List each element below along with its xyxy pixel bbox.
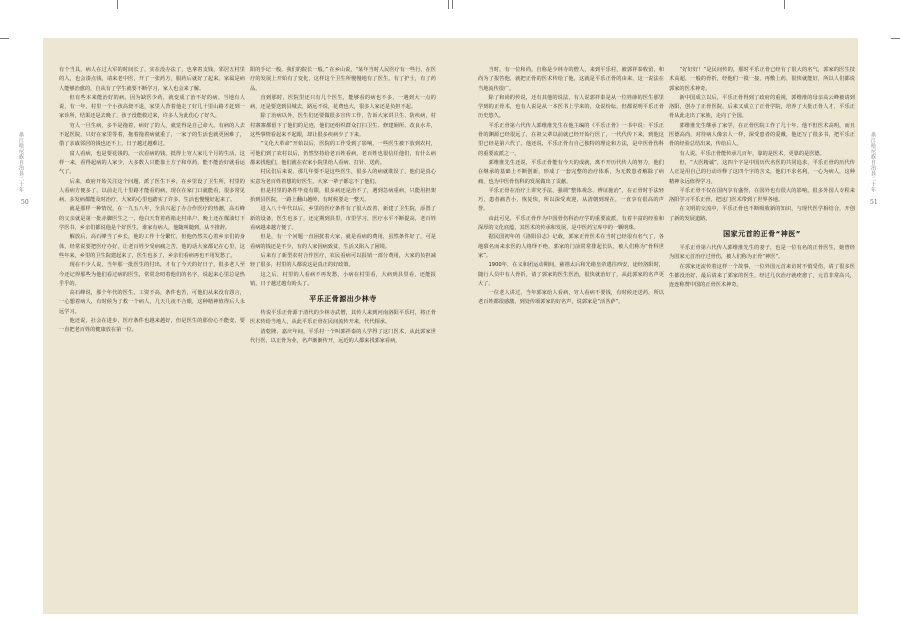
paragraph: 在文明的交流中，平乐正骨也不断吸收新的知识，与现代医学相结合，开创了新的发展道路。 (669, 206, 855, 222)
crop-mark (448, 0, 449, 9)
paragraph: 在郭家还流传着这样一个故事，一位外国元首来访时不慎受伤，请了很多医生都没治好，最后请来了郭家的医生，经过几次治疗就痊愈了，元首非常高兴，连连称赞中国的正骨医术神奇。 (669, 263, 855, 289)
running-head-left: 墨江哈尼族自治县二十年 (18, 132, 24, 193)
paragraph: 这之后，村里的人看病不再发愁，小病在村里看，大病到县里看，还能报销，日子越过越有盼头了。 (250, 271, 436, 287)
paragraph: 进入八十年代以后，乡里的医疗条件有了很大改善，新建了卫生院，添置了新的设备，医生也多了，还定期到县里、市里学习，医疗水平不断提高，老百姓看病越来越方便了。 (250, 206, 436, 232)
paragraph: 阳的手记一般，我们的院长一般。” 在乡山说，“某年当时人民医疗有一些行，在医疗的发展上开始有了变化，这样这个卫生所慢慢地有了医生，有了护士，有了药品。 (250, 67, 436, 92)
paragraph: 1900年，在义和团运动期间，慈禧太后和光绪皇帝逃往西安，途经洛阳时，随行人员中有人骨折，请了郭家的医生医治，很快就治好了，从此郭家的名声更大了。 (478, 262, 664, 287)
paragraph: 平乐正骨在治疗上讲究手法，强调“整体观念、辨证施治”，在正骨时手法轻巧，患者痛苦小，恢复快，所以深受欢迎，从清朝到现在，一直享有很高的声誉。 (478, 187, 664, 213)
paragraph: 但是，有一个问题一直困扰着大家，就是看病的费用，虽然条件好了，可是看病的钱还是不少，有的人家因病致贫，生活又陷入了困境。 (250, 234, 436, 250)
crop-mark (784, 0, 785, 9)
paragraph: 就是那样一种情况，在一九五八年，全县兴起了办合作医疗的热潮，高石峰的父亲就是第一批赤脚医生之一，他白天背着药箱走村串户，晚上还在煤油灯下学医书，乡亲们都说他是个好医生，谁家有病人，他随叫随到，从不推辞。 (59, 206, 245, 232)
paragraph: “文化大革命”开始以后，医院的工作受到了影响，一些医生被下放到农村，可他们到了农村以后，仍然坚持给老百姓看病，老百姓也很信任他们，有什么病都来找他们，他们就在农家小院里给人看病、打针、送药。 (250, 141, 436, 166)
page-number-left: 50 (21, 199, 29, 206)
paragraph: 新中国成立以后，平乐正骨得到了政府的重视，郭维淮的母亲高云峰被请到洛阳，创办了正骨医院，后来又成立了正骨学院，培养了大批正骨人才，平乐正骨从此走出了家族，走向了全国。 (669, 94, 855, 120)
section-title: 国家元首的正骨“神医” (723, 230, 801, 239)
paragraph: 但，“大医精诚”，这四个字是中国历代名医的共同追求，平乐正骨的历代传人正是用自己的行动诠释了这四个字的含义，他们不求名利，一心为病人，这种精神永远值得学习。 (669, 159, 855, 185)
section-title: 平乐正骨源出少林寺 (309, 295, 377, 304)
text-column-2 (250, 66, 436, 586)
running-head-right: 墨江哈尼族自治县二十年 (870, 132, 876, 193)
paragraph: 现在不少人说，当年那一批医生的付出，才有了今天的好日子，很多老人至今还记得那些为他们看过病的医生，常常念叨着他们的名字，说起来心里总是热乎乎的。 (59, 262, 245, 287)
paragraph: 直到那时，医院里还只有几个医生，能够看的病也不多，一遇到大一点的病，还是要送到县城去，路远不说，花费也大，很多人家还是负担不起。 (250, 94, 436, 111)
paragraph: 富人看病，也是要花钱的，一次看病的钱，抵得上穷人家几个月的生活，这样一来，看得起病的人家少，大多数人只能靠土方子和草药，能不能治好就看运气了。 (59, 150, 245, 176)
paragraph: “好好好！”是民间传的，那时平乐正骨已经有了很大的名气，郭家的医生技术高超，一般的骨折，经他们一摸一接，再敷上药，很快就能好，所以人们都说郭家的医术神奇。 (669, 67, 855, 92)
paragraph: 但有些本来能治好的病，因为缺医少药，就变成了治不好的病。当地有人说，有一年，村里一个小孩高烧不退，家里人背着他走了好几十里山路才赶到一家诊所，结果还是去晚了，孩子没能救过来，许多人为此伤心了好久。 (59, 94, 245, 120)
crop-mark (452, 0, 453, 9)
paragraph: 当时，有一位和尚，自称是少林寺的僧人，来到平乐村，被郭祥泰收留，和尚为了报答他，就把正骨的医术传给了他，这就是平乐正骨的由来，这一说法在当地流传很广。 (478, 67, 664, 92)
text-column-4 (669, 66, 855, 586)
crop-mark (0, 38, 9, 39)
paragraph: 解放后，高石峰当了乡长，他的工作十分繁忙，但他仍然关心着乡亲们的身体，经常说要把医疗办好，让老百姓少受病痛之苦，他的话大家都记在心里，这些年来，乡里的卫生院建起来了，医生也多了，乡亲们看病再也不用发愁了。 (59, 234, 245, 259)
paragraph: 平乐正骨不仅在国内享有盛誉，在国外也有很大的影响，很多外国人专程来洛阳学习平乐正骨，把这门医术带到了世界各地。 (669, 187, 855, 204)
page-number-right: 51 (870, 199, 878, 206)
paragraph: 由此可见，平乐正骨作为中国骨伤科治疗学的重要流派，有着丰富的经验和深厚的文化底蕴，其医术的传承和发展，是中医药宝库中的一颗明珠。 (478, 215, 664, 232)
paragraph: 但是村里的条件毕竟有限，很多病还是治不了，遇到急病重病，只能用担架抬到县医院，一路上翻山越岭，有时候要走一整天。 (250, 187, 436, 204)
paragraph: 郭维淮先生继承了家学，在正骨医院工作了几十年，他不但医术高明，而且医德高尚，对待病人像亲人一样，深受患者的爱戴，他还写了很多书，把平乐正骨的经验总结出来，传给后人。 (669, 122, 855, 148)
paragraph: 传说平乐正骨源于清代的少林寺武僧，其传人来到河南洛阳平乐村，将正骨医术传给当地人，从此平乐正骨在民间流传开来，代代相承。 (250, 310, 436, 326)
paragraph: 高石峰说，那个年代的医生，工资不高，条件也苦，可他们从来没有怨言，一心想着病人，有时候为了救一个病人，几天几夜不合眼，这种精神值得后人永远学习。 (59, 290, 245, 315)
paragraph: 他还说，社会在进步，医疗条件也越来越好，但是医生的那份心不能变，要一直把老百姓的健康放在第一位。 (59, 318, 245, 334)
paragraph: 后来有了新型农村合作医疗，农民看病可以报销一部分费用，大家的负担减轻了很多，村里的人都说这是真正的好政策。 (250, 252, 436, 269)
paragraph: 有人说，平乐正骨能传承几百年，靠的是医术，更靠的是医德。 (679, 150, 825, 157)
crop-mark (117, 0, 118, 9)
paragraph: 除了和尚的传说，还有其他的说法，有人说郭祥泰是从一位姓薛的医生那里学到的正骨术，也有人说是从一本医书上学来的，众说纷纭，但都说明平乐正骨历史悠久。 (478, 94, 664, 120)
paragraph: 清乾隆、嘉庆年间，平乐村一个叫郭祥泰的人学得了这门医术，从此郭家世代行医，以正骨为业，名声渐渐传开，远近的人都来找郭家看病。 (250, 328, 436, 345)
paragraph: 平乐正骨第六代传人郭维淮先生在他主编的《平乐正骨》一书中说：平乐正骨的渊源已经很远了，在祖父辈以前就已经开始行医了，一代代传下来，到他这里已经是第六代了。他还说，平乐正骨有自己独特的理论和方法，是中医骨伤科的重要流派之一。 (478, 122, 664, 157)
paragraph: 穷人一旦生病，多半是拖着，病好了的人，就觉得是自己命大。有病的人去不起医院，只好在家里等着，拖着拖着病就重了，一家子的生活也就更困难了，借了亲戚邻居的钱也还不上，日子越过越难过。 (59, 122, 245, 148)
paragraph: 一位老人讲过，当年郭家给人看病，穷人看病不要钱，有时候还送药，所以老百姓都很感激，到处传颂郭家的好名声，说郭家是“活菩萨”。 (478, 290, 664, 306)
text-column-1 (59, 66, 245, 586)
text-column-3 (478, 66, 664, 586)
paragraph: 据民国初年的《洛阳县志》记载，郭家正骨医术在当时已经很有名气了，各地慕名而来求医的人络绎不绝，郭家的门前常常排起长队，被人们称为“骨科世家”。 (478, 234, 664, 259)
paragraph: 有个当具，病人在过大军的时间长了，实在没办法了，也拿着支钱，邻居五村里的人，也会凑点钱，请来老中医，开了一张药方，服药后就好了起来。家属是病人能够治愈的，自从有了学生就要不断学习，家人也会来了解。 (59, 67, 245, 92)
crop-mark (891, 38, 900, 39)
paragraph: 郭维淮先生还说，平乐正骨能有今天的成就，离不开历代传人的努力，他们在继承的基础上不断创新，形成了一套完整的治疗体系，为无数患者解除了病痛，也为中医骨伤科的发展做出了贡献。 (478, 159, 664, 185)
paragraph: 后来，政府开始关注这个问题，派了医生下乡，在乡里设了卫生所，村里的人看病方便多了，以前走几十里路才能看的病，现在在家门口就能看，很多常见病、多发病都能及时治疗，大家的心里也踏实了许多，生活也慢慢好起来了。 (59, 178, 245, 204)
paragraph: 除了治病以外，医生们还要做很多宣传工作，告诉大家讲卫生、防疾病，村村寨寨都留下了他们的足迹，他们还组织群众打扫卫生、修建厕所、改良水井，这些事情看起来不起眼，却让很多疾病少了下来。 (250, 113, 436, 139)
paragraph: 平乐正骨第六代传人郭维淮先生的妻子，也是一位有名的正骨医生，她曾经为国家元首治疗过骨伤，被人们称为正骨“神医”。 (669, 245, 855, 261)
paragraph: 村民们后来说，那几年要不是这些医生，很多人的病就耽误了，他们是真心实意为老百姓着想的好医生，大家一辈子都忘不了他们。 (250, 169, 436, 185)
